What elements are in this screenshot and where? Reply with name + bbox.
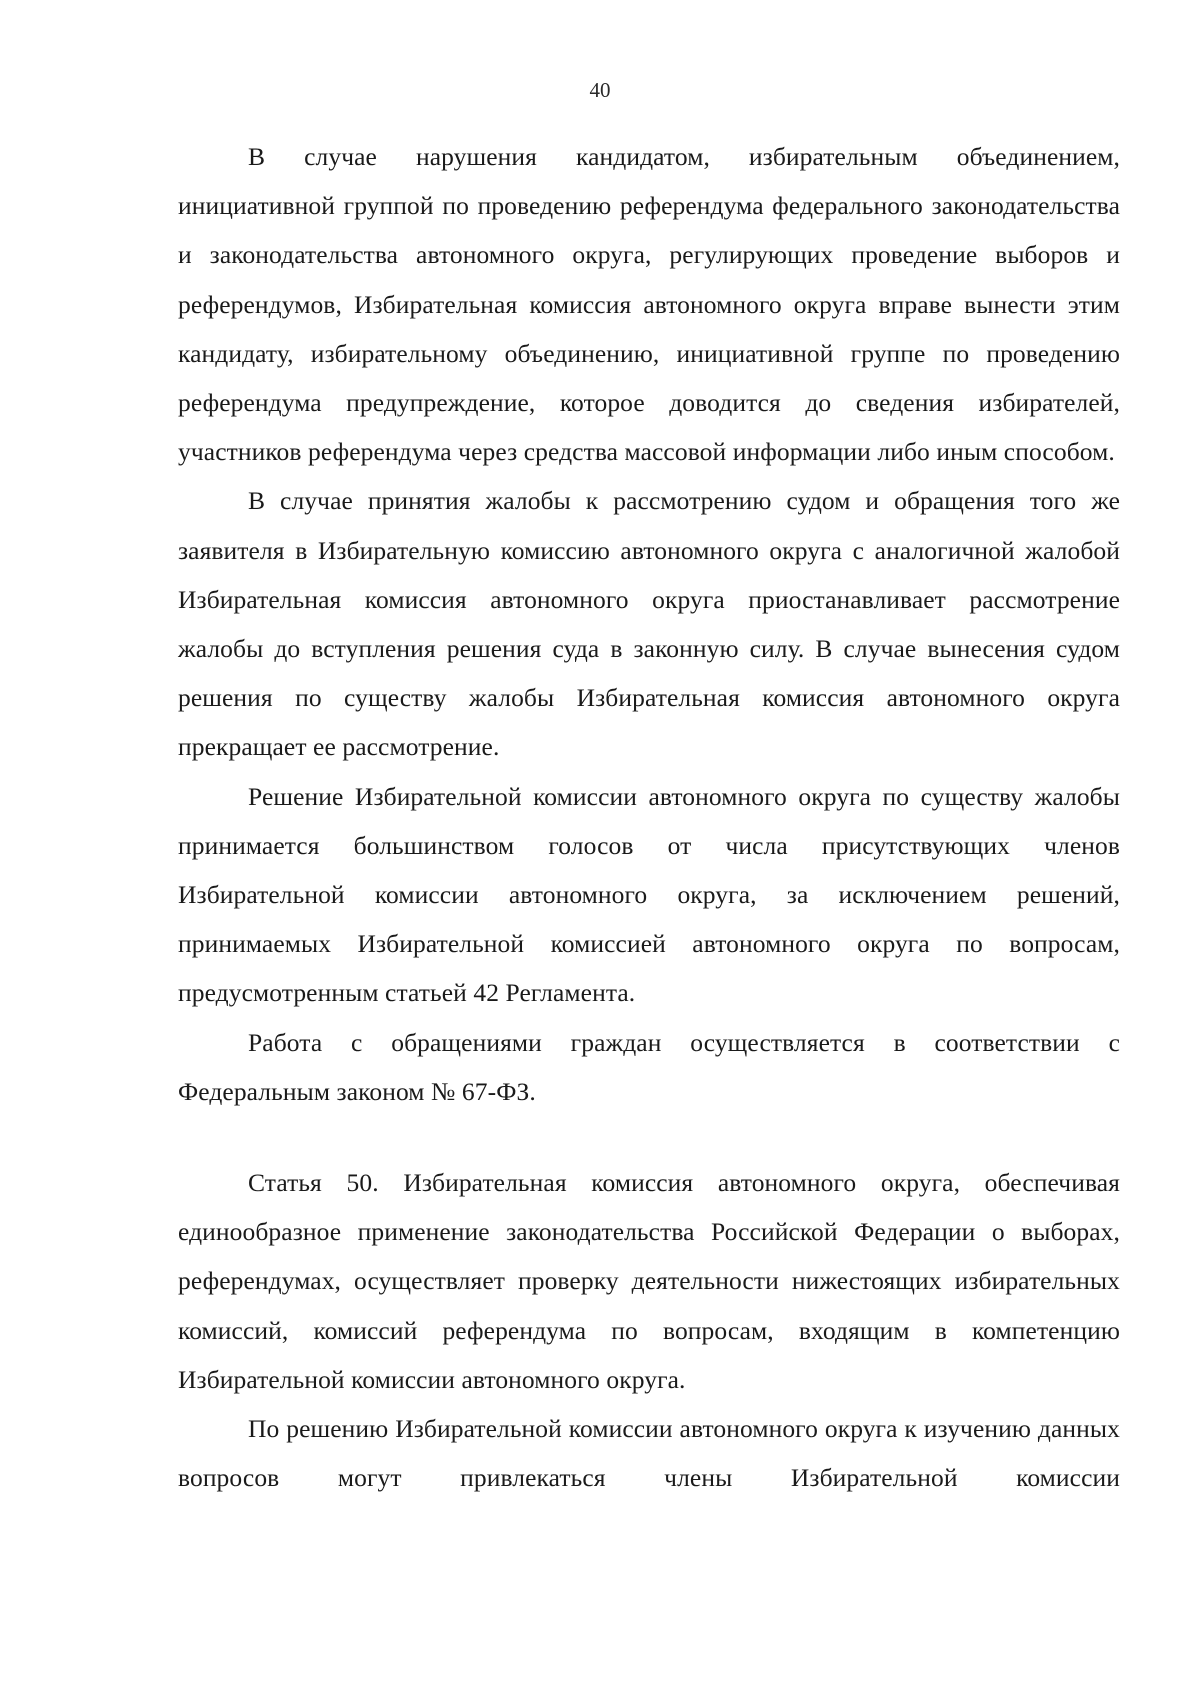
document-body <box>178 132 1120 1502</box>
paragraph-article-50: Статья 50. Избирательная комиссия автономного округа, обеспечивая единообразное применение законодательства Российской Федерации о выборах, референдумах, осуществляет проверку деятельности нижестоящих избирательных комиссий, комиссий референдума по вопросам, входящим в компетенцию Избирательной комиссии автономного округа. <box>178 1168 1120 1394</box>
paragraph-citizen-appeals: Работа с обращениями граждан осуществляется в соответствии с Федеральным законом № 67-ФЗ. <box>178 1027 1120 1106</box>
page-number: 40 <box>589 78 611 102</box>
paragraph-decision-majority: Решение Избирательной комиссии автономного округа по существу жалобы принимается большинством голосов от числа присутствующих членов Избирательной комиссии автономного округа, за исключением решений, принимаемых Избирательной комиссией автономного округа по вопросам, предусмотренным статьей 42 Регламента. <box>178 781 1120 1008</box>
paragraph-warning: В случае нарушения кандидатом, избирательным объединением, инициативной группой по проведению референдума федерального законодательства и законодательства автономного округа, регулирующих проведение выборов и референдумов, Избирательная комиссия автономного округа вправе вынести этим кандидату, избирательному объединению, инициативной группе по проведению референдума предупреждение, которое доводится до сведения избирателей, участников референдума через средства массовой информации либо иным способом. <box>178 142 1120 467</box>
paragraph-court-complaint: В случае принятия жалобы к рассмотрению судом и обращения того же заявителя в Избирательную комиссию автономного округа с аналогичной жалобой Избирательная комиссия автономного округа приостанавливает рассмотрение жалобы до вступления решения суда в законную силу. В случае вынесения судом решения по существу жалобы Избирательная комиссия автономного округа прекращает ее рассмотрение. <box>178 486 1120 762</box>
paragraph-commission-members: По решению Избирательной комиссии автономного округа к изучению данных вопросов могут привлекаться члены Избирательной комиссии <box>178 1414 1120 1493</box>
